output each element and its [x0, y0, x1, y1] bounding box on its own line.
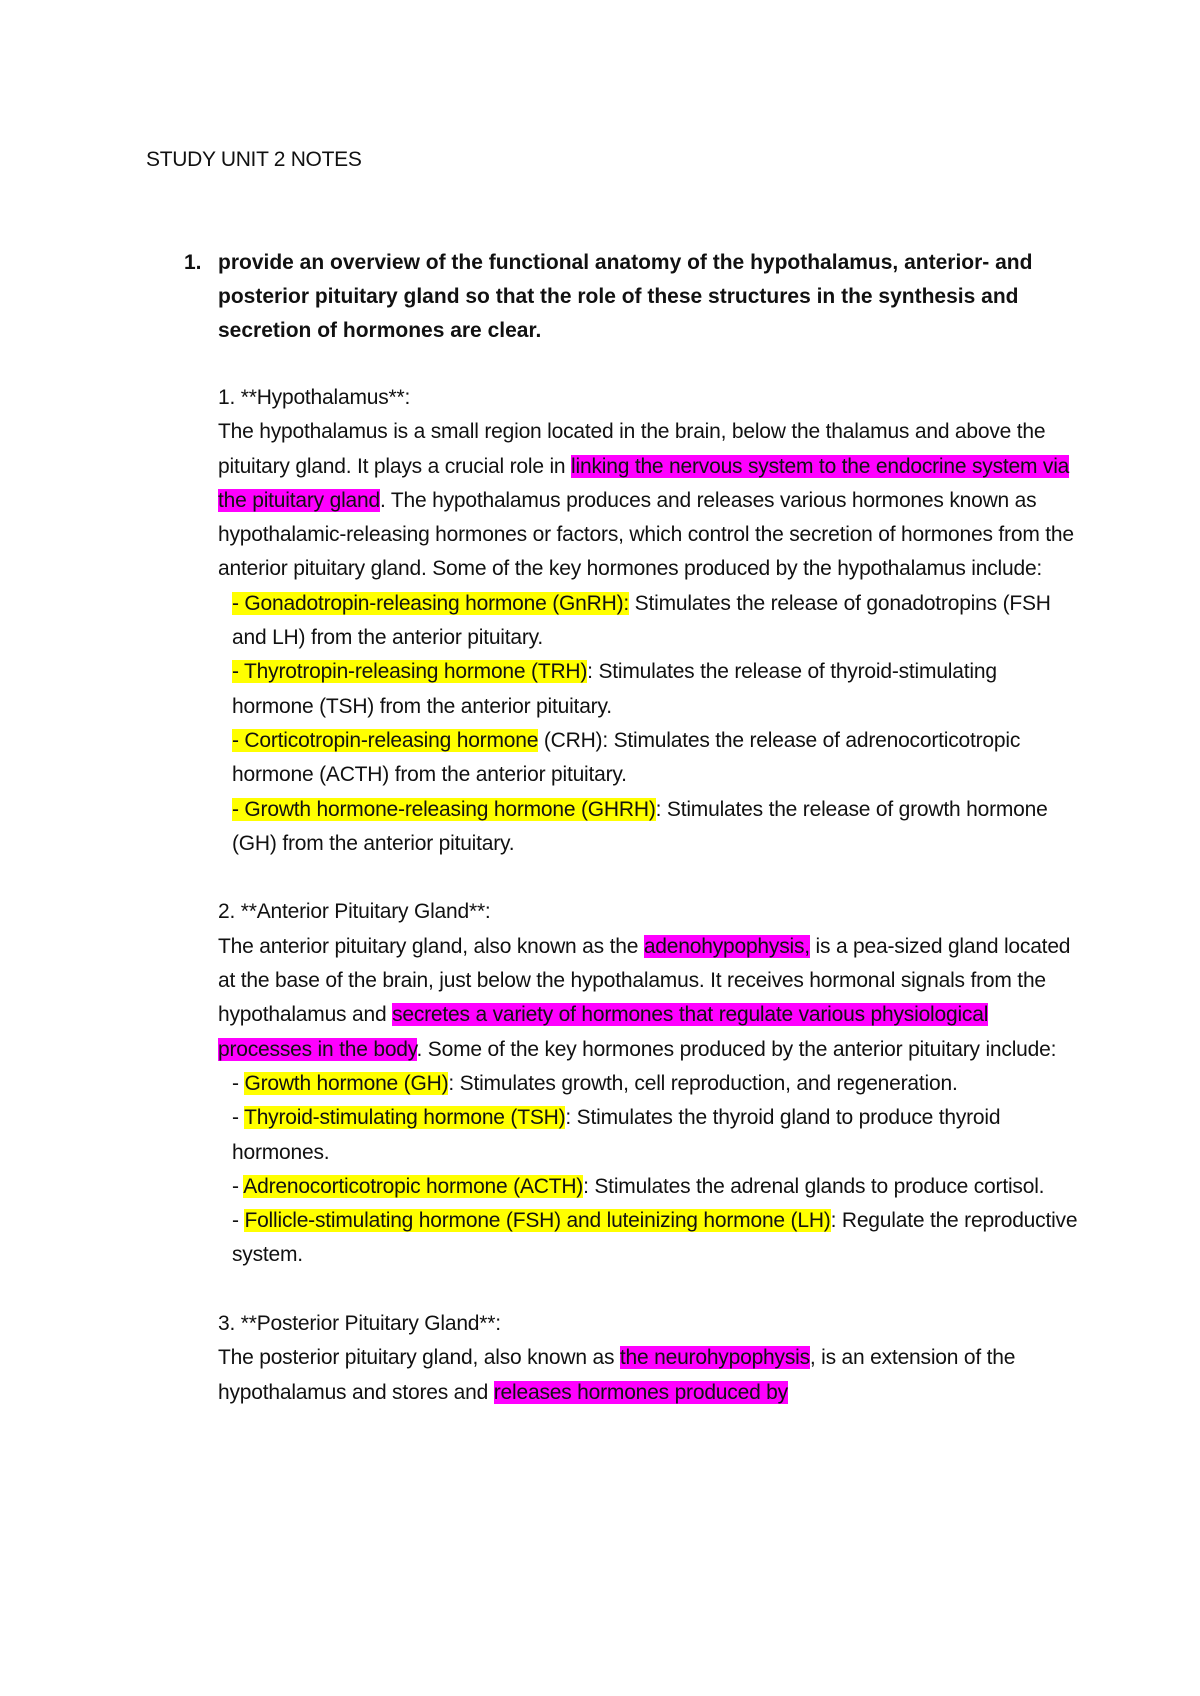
hypothalamus-intro-text: The hypothalamus is a small region located in the brain, below the thalamus and above the pituitary gland. It plays a crucial role in [218, 420, 1046, 478]
list-dash: - [232, 1174, 244, 1198]
highlight-yellow: Thyroid-stimulating hormone (TSH) [244, 1106, 566, 1130]
highlight-pink: adenohypophysis, [643, 934, 810, 958]
list-item [218, 1067, 1078, 1101]
posterior-heading: 3. **Posterior Pituitary Gland**: [218, 1312, 501, 1336]
list-item-text: : Regulate the reproductive system. [232, 1209, 1078, 1267]
question-text: provide an overview of the functional anatomy of the hypothalamus, anterior- and posterior pituitary gland so that the role of these structures in the synthesis and secretion of hormones are clear. [218, 251, 1033, 342]
hypothalamus-intro-continued: . The hypothalamus produces and releases various hormones known as hypothalamic-releasing hormones or factors, which control the secretion of hormones from the anterior pituitary gland. Some of the key hormones produced by the hypothalamus include: [218, 488, 1074, 581]
list-dash: - [232, 1071, 245, 1095]
highlight-pink: releases hormones produced by [493, 1380, 788, 1404]
anterior-intro-continued: is a pea-sized gland located at the base of the brain, just below the hypothalamus. It receives hormonal signals from the hypothalamus and [218, 934, 1071, 1027]
highlight-yellow: - Gonadotropin-releasing hormone (GnRH): [232, 591, 630, 615]
highlight-yellow: Growth hormone (GH) [244, 1071, 449, 1095]
list-dash: - [232, 1106, 245, 1130]
list-item [218, 587, 1078, 656]
document-title: STUDY UNIT 2 NOTES [146, 148, 362, 171]
question-number: 1. [184, 251, 202, 274]
list-item [218, 1204, 1078, 1273]
list-item-text: : Stimulates growth, cell reproduction, and regeneration. [448, 1071, 958, 1095]
highlight-yellow: - Growth hormone-releasing hormone (GHRH) [232, 797, 656, 821]
highlight-yellow: - Thyrotropin-releasing hormone (TRH) [232, 660, 588, 684]
highlight-yellow: Adrenocorticotropic hormone (ACTH) [243, 1174, 584, 1198]
anterior-paragraph [218, 930, 1078, 1067]
list-item [218, 724, 1078, 793]
highlight-pink: secretes a variety of hormones that regulate various physiological processes in the body [218, 1003, 989, 1061]
spacer [218, 1273, 1078, 1307]
anterior-intro-end: . Some of the key hormones produced by the anterior pituitary include: [416, 1037, 1057, 1061]
list-item [218, 1101, 1078, 1170]
highlight-yellow: Follicle-stimulating hormone (FSH) and luteinizing hormone (LH) [244, 1209, 831, 1233]
anterior-heading: 2. **Anterior Pituitary Gland**: [218, 900, 491, 924]
list-item-text: : Stimulates the thyroid gland to produce thyroid hormones. [232, 1106, 1001, 1164]
highlight-pink: linking the nervous system to the endocrine system via the pituitary gland [218, 454, 1070, 512]
list-dash: - [232, 1209, 245, 1233]
list-item-text: (CRH): Stimulates the release of adrenocorticotropic hormone (ACTH) from the anterior pituitary. [232, 728, 1021, 787]
highlight-pink: the neurohypophysis [619, 1346, 810, 1370]
list-item-text: : Stimulates the release of thyroid-stimulating hormone (TSH) from the anterior pituitary. [232, 660, 997, 718]
list-item [218, 1170, 1078, 1204]
list-item [218, 655, 1078, 724]
posterior-intro-continued: , is an extension of the hypothalamus and stores and [218, 1346, 1016, 1404]
posterior-paragraph [218, 1341, 1078, 1410]
spacer [218, 861, 1078, 895]
anterior-intro-text: The anterior pituitary gland, also known as the [218, 934, 644, 958]
list-item-text: : Stimulates the adrenal glands to produce cortisol. [583, 1174, 1045, 1198]
list-item-text: Stimulates the release of gonadotropins (FSH and LH) from the anterior pituitary. [232, 591, 1051, 650]
hypothalamus-heading: 1. **Hypothalamus**: [218, 386, 411, 409]
hypothalamus-paragraph [218, 415, 1078, 586]
question-item [184, 246, 1064, 348]
posterior-intro-text: The posterior pituitary gland, also known as [218, 1346, 620, 1370]
list-item [218, 793, 1078, 862]
highlight-yellow: - Corticotropin-releasing hormone [232, 728, 539, 752]
answer-body [218, 381, 1078, 1410]
list-item-text: : Stimulates the release of growth hormone (GH) from the anterior pituitary. [232, 797, 1048, 855]
